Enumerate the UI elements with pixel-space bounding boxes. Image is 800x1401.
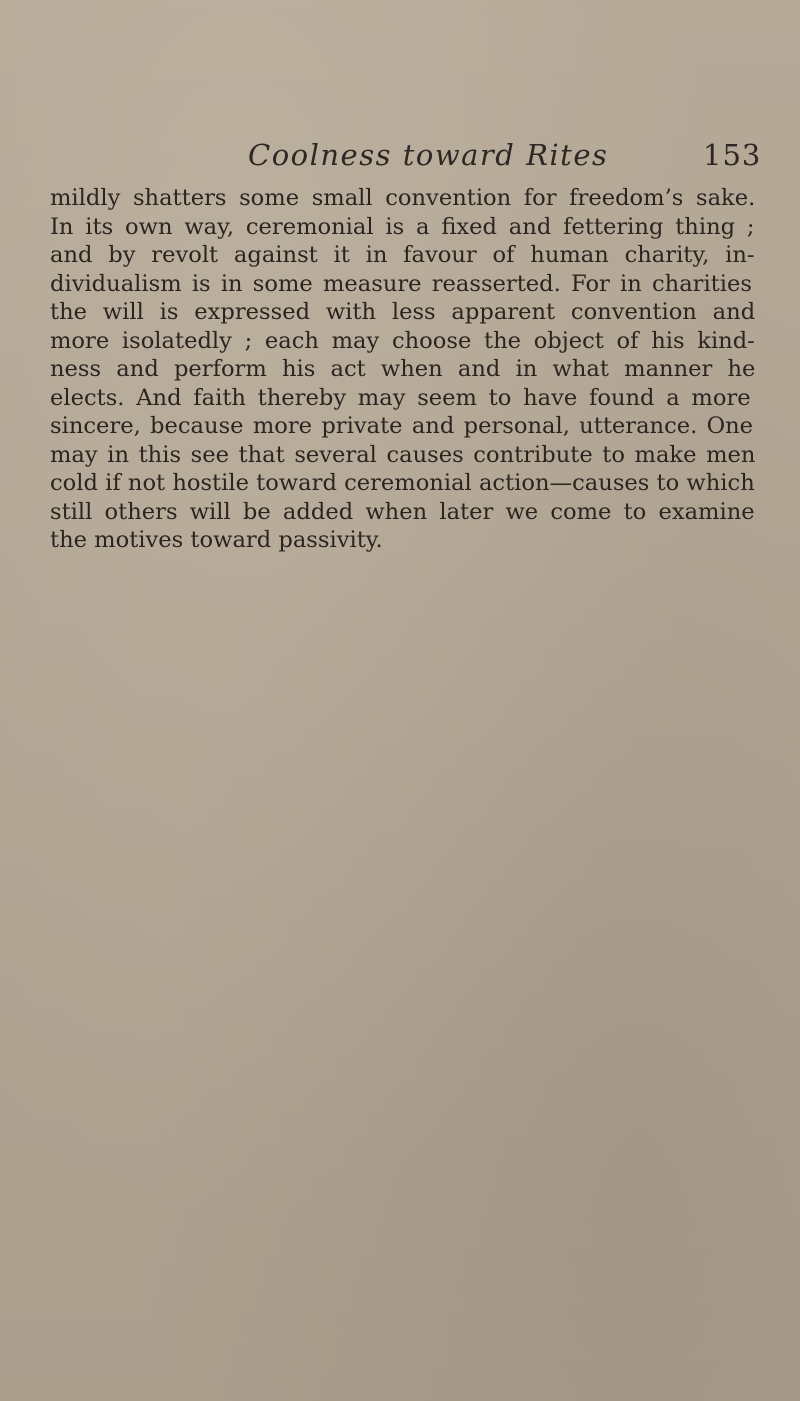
text-line: elects. And faith thereby may seem to have found a more: [50, 384, 751, 411]
text-line: sincere, because more private and personal, utterance. One: [50, 413, 754, 439]
text-line: and by revolt against it in favour of human charity, in-: [50, 242, 755, 268]
text-line: still others will be added when later we come to examine: [50, 498, 755, 525]
text-line: may in this see that several causes contribute to make men: [50, 441, 756, 468]
text-line-last: the motives toward passivity.: [50, 527, 383, 553]
running-title: Coolness toward Rites: [248, 138, 609, 172]
running-head: [0, 138, 800, 178]
body-paragraph: [50, 184, 755, 555]
text-line: In its own way, ceremonial is a fixed and fettering thing ;: [50, 213, 755, 240]
text-line: ness and perform his act when and in what manner he: [50, 356, 756, 382]
text-line: dividualism is in some measure reasserted. For in charities: [50, 270, 752, 297]
text-line: mildly shatters some small convention for freedom’s sake.: [50, 185, 756, 211]
text-line: more isolatedly ; each may choose the object of his kind-: [50, 327, 755, 354]
page-number: 153: [703, 138, 762, 172]
text-line: the will is expressed with less apparent convention and: [50, 299, 756, 325]
text-line: cold if not hostile toward ceremonial action—causes to which: [50, 470, 755, 496]
